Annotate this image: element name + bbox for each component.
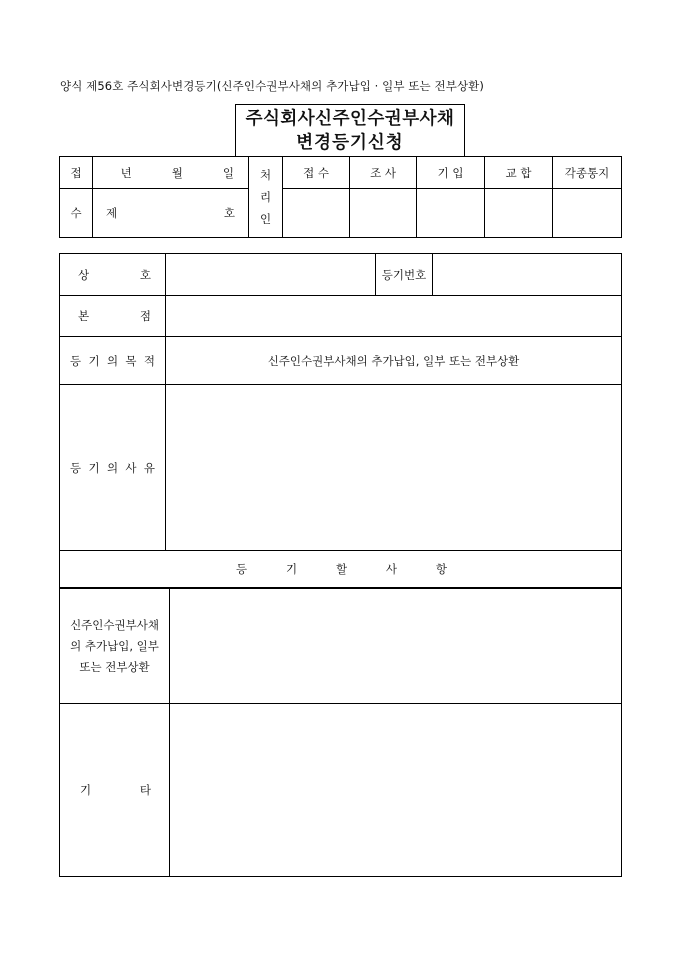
other-label: 기 타 <box>60 704 170 877</box>
receipt-table <box>59 156 622 238</box>
col-header-receipt: 접 수 <box>283 157 350 189</box>
handler-label: 처 리 인 <box>249 157 283 238</box>
number-suffix: 호 <box>223 206 235 220</box>
form-title <box>235 104 465 157</box>
receipt-label-top: 접 <box>60 157 93 189</box>
stamp-verify[interactable] <box>485 189 553 238</box>
purpose-value: 신주인수권부사채의 추가납입, 일부 또는 전부상환 <box>166 337 622 385</box>
stamp-notices[interactable] <box>553 189 622 238</box>
head-office-label: 본 점 <box>60 296 166 337</box>
receipt-date-cell[interactable] <box>93 157 249 189</box>
main-table <box>59 253 622 588</box>
other-field[interactable] <box>170 704 622 877</box>
head-office-field[interactable] <box>166 296 622 337</box>
receipt-number-cell[interactable] <box>93 189 249 238</box>
number-prefix: 제 <box>106 206 118 220</box>
month-label: 월 <box>171 165 183 180</box>
form-title-line2: 변경등기신청 <box>296 133 404 153</box>
purpose-label: 등 기 의 목 적 <box>60 337 166 385</box>
col-header-notices: 각종통지 <box>553 157 622 189</box>
bond-label: 신주인수권부사채 의 추가납입, 일부 또는 전부상환 <box>60 589 170 704</box>
items-table <box>59 588 622 877</box>
reason-label: 등 기 의 사 유 <box>60 385 166 551</box>
receipt-label-bottom: 수 <box>60 189 93 238</box>
items-heading: 등 기 할 사 항 <box>60 551 622 588</box>
trade-name-field[interactable] <box>166 254 376 296</box>
stamp-receipt[interactable] <box>283 189 350 238</box>
form-title-line1: 주식회사신주인수권부사채 <box>245 109 455 129</box>
year-label: 년 <box>120 165 132 180</box>
reg-number-field[interactable] <box>433 254 622 296</box>
stamp-review[interactable] <box>350 189 417 238</box>
reg-number-label: 등기번호 <box>376 254 433 296</box>
reason-field[interactable] <box>166 385 622 551</box>
day-label: 일 <box>222 165 234 180</box>
col-header-entry: 기 입 <box>417 157 485 189</box>
form-number-line: 양식 제56호 주식회사변경등기(신주인수권부사채의 추가납입 · 일부 또는 전부상환) <box>60 79 484 93</box>
col-header-verify: 교 합 <box>485 157 553 189</box>
col-header-review: 조 사 <box>350 157 417 189</box>
trade-name-label: 상 호 <box>60 254 166 296</box>
bond-field[interactable] <box>170 589 622 704</box>
stamp-entry[interactable] <box>417 189 485 238</box>
